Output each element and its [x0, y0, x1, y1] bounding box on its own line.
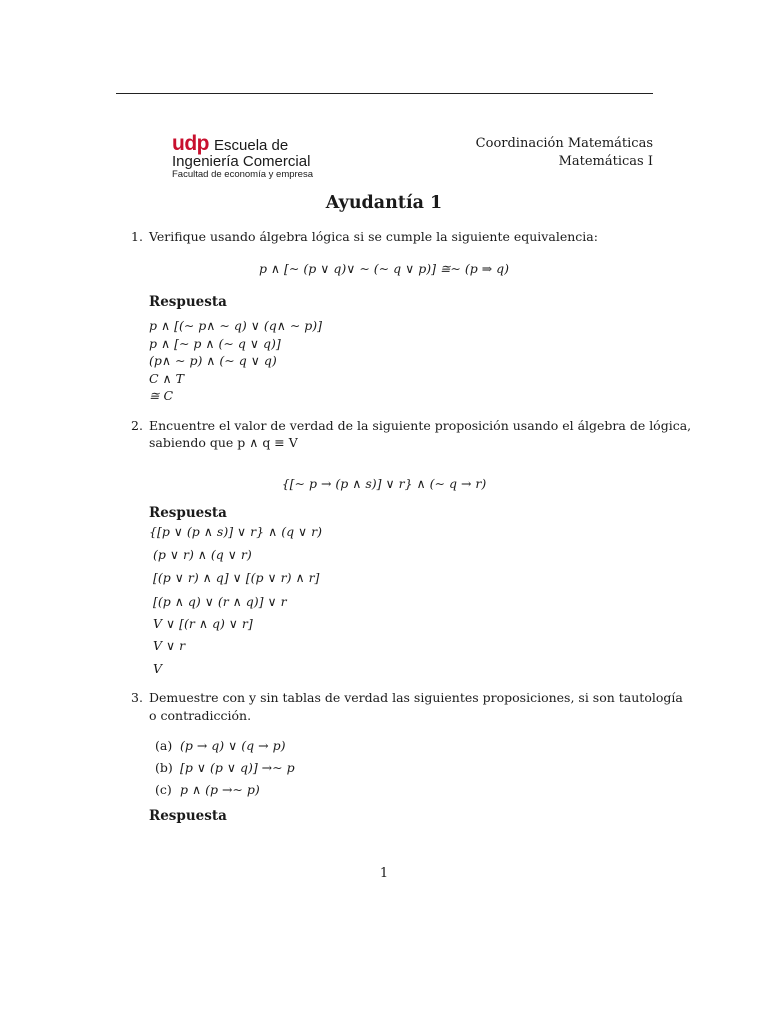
q2-step: V ∨ [(r ∧ q) ∨ r]	[153, 616, 253, 631]
q3-item-expr: (p → q) ∨ (q → p)	[180, 738, 286, 753]
logo-school-line2: Ingeniería Comercial	[172, 153, 311, 170]
q2-step: {[p ∨ (p ∧ s)] ∨ r} ∧ (q ∨ r)	[149, 524, 323, 539]
q1-step: p ∧ [∼ p ∧ (∼ q ∨ q)]	[149, 336, 281, 351]
q1-equation: p ∧ [∼ (p ∨ q)∨ ∼ (∼ q ∨ p)] ≅∼ (p ⇒ q)	[258, 261, 510, 276]
page-number: 1	[379, 866, 389, 881]
q1-step: (p∧ ∼ p) ∧ (∼ q ∨ q)	[149, 353, 277, 368]
q2-step: [(p ∧ q) ∨ (r ∧ q)] ∨ r	[153, 594, 287, 609]
q1-step: p ∧ [(∼ p∧ ∼ q) ∨ (q∧ ∼ p)]	[149, 318, 323, 333]
logo-brand: udp	[172, 132, 209, 155]
q2-step: V ∨ r	[153, 638, 186, 653]
logo-school-line1: Escuela de	[214, 137, 289, 154]
coordination-label: Coordinación Matemáticas	[475, 136, 653, 151]
header-right	[476, 135, 653, 171]
q3-item-label: (c)	[155, 782, 172, 797]
q2-equation: {[∼ p → (p ∧ s)] ∨ r} ∧ (∼ q → r)	[281, 476, 487, 491]
q2-step: [(p ∨ r) ∧ q] ∨ [(p ∨ r) ∧ r]	[153, 570, 320, 585]
q3-item-label: (a)	[155, 738, 173, 753]
page-title: Ayudantía 1	[325, 193, 443, 213]
q2-step: V	[153, 661, 163, 676]
header-rule	[116, 93, 653, 94]
q1-number: 1.	[131, 229, 143, 244]
q3-answer-label: Respuesta	[149, 808, 227, 824]
q1-answer-label: Respuesta	[149, 294, 227, 310]
q1-step: ≅ C	[149, 388, 174, 403]
q3-item-expr: [p ∨ (p ∨ q)] →∼ p	[180, 760, 295, 775]
q3-item-label: (b)	[155, 760, 173, 775]
logo-faculty: Facultad de economía y empresa	[172, 169, 313, 180]
q1-text: Verifique usando álgebra lógica si se cumple la siguiente equivalencia:	[149, 229, 598, 244]
q3-number: 3.	[131, 690, 143, 705]
q2-number: 2.	[131, 418, 143, 433]
q1-step: C ∧ T	[149, 371, 184, 386]
q3-text-line1: Demuestre con y sin tablas de verdad las siguientes proposiciones, si son tautología	[149, 690, 683, 705]
q2-answer-label: Respuesta	[149, 505, 227, 521]
q2-text-line2: sabiendo que p ∧ q ≡ V	[149, 435, 298, 450]
udp-logo	[172, 132, 332, 182]
q3-text-line2: o contradicción.	[149, 708, 252, 723]
q2-text-line1: Encuentre el valor de verdad de la siguiente proposición usando el álgebra de lógica,	[149, 418, 692, 433]
course-label: Matemáticas I	[558, 154, 653, 169]
q3-item-expr: p ∧ (p →∼ p)	[180, 782, 260, 797]
q2-step: (p ∨ r) ∧ (q ∨ r)	[153, 547, 252, 562]
